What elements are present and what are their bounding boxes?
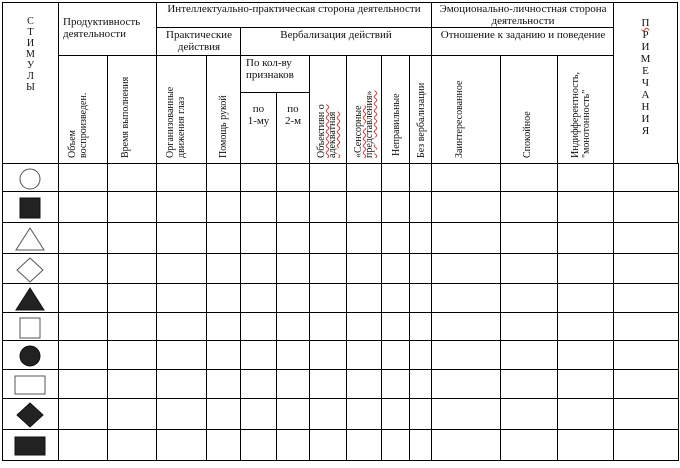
col-header-interested [431, 55, 501, 164]
table-cell[interactable] [557, 283, 614, 313]
practical-title: Практические действия [166, 29, 232, 53]
table-cell[interactable] [240, 222, 277, 254]
square-filled-icon [13, 195, 47, 221]
verbalization-title: Вербализация действий [280, 29, 392, 41]
table-cell[interactable] [309, 312, 347, 341]
col-header-eye-movement [156, 55, 207, 164]
stimulus-cell [2, 369, 59, 399]
table-cell[interactable] [240, 312, 277, 341]
table-cell[interactable] [309, 340, 347, 370]
table-cell[interactable] [156, 253, 207, 284]
attitude-title: Отношение к заданию и поведение [440, 29, 606, 41]
intellectual-title: Интеллектуально-практическая сторона деятельности [167, 3, 421, 15]
notes-cell[interactable] [613, 191, 679, 223]
col-label-volume: Объем воспроизведен. [67, 92, 89, 158]
table-cell[interactable] [431, 283, 501, 313]
table-cell[interactable] [107, 222, 157, 254]
table-cell[interactable] [431, 191, 501, 223]
table-cell[interactable] [309, 222, 347, 254]
table-cell[interactable] [431, 163, 501, 192]
col-header-one-feature [240, 92, 277, 164]
table-cell[interactable] [409, 312, 432, 341]
notes-cell[interactable] [613, 340, 679, 370]
col-header-volume [58, 55, 108, 164]
table-cell[interactable] [409, 369, 432, 399]
table-cell[interactable] [240, 253, 277, 284]
table-cell[interactable] [206, 429, 241, 461]
col-label-no-verbal: Без вербализации [416, 82, 427, 158]
practical-header-cell [156, 27, 241, 56]
table-cell[interactable] [156, 283, 207, 313]
table-cell[interactable] [276, 369, 310, 399]
table-cell[interactable] [276, 312, 310, 341]
table-cell[interactable] [557, 191, 614, 223]
intellectual-header-cell [156, 2, 432, 28]
stimulus-cell [2, 191, 59, 223]
table-cell[interactable] [206, 283, 241, 313]
circle-filled-icon [13, 343, 47, 369]
table-cell[interactable] [557, 369, 614, 399]
table-cell[interactable] [409, 222, 432, 254]
table-cell[interactable] [557, 429, 614, 461]
table-cell[interactable] [500, 340, 558, 370]
table-cell[interactable] [58, 369, 108, 399]
table-cell[interactable] [500, 253, 558, 284]
table-cell[interactable] [381, 191, 410, 223]
rectangle-outline-icon [13, 372, 47, 398]
table-cell[interactable] [381, 253, 410, 284]
table-cell[interactable] [500, 283, 558, 313]
table-cell[interactable] [381, 429, 410, 461]
table-cell[interactable] [557, 340, 614, 370]
table-cell[interactable] [156, 340, 207, 370]
table-cell[interactable] [240, 191, 277, 223]
table-cell[interactable] [557, 253, 614, 284]
table-cell[interactable] [206, 369, 241, 399]
diamond-filled-icon [13, 402, 47, 428]
stimulus-cell [2, 283, 59, 313]
table-cell[interactable] [346, 340, 382, 370]
col-header-incorrect [381, 55, 410, 164]
table-cell[interactable] [107, 283, 157, 313]
stimulus-cell [2, 312, 59, 341]
notes-cell[interactable] [613, 283, 679, 313]
table-cell[interactable] [206, 398, 241, 430]
table-cell[interactable] [431, 222, 501, 254]
table-cell[interactable] [409, 429, 432, 461]
table-cell[interactable] [58, 253, 108, 284]
emotional-title: Эмоционально-личностная сторона деятельности [439, 3, 607, 27]
table-cell[interactable] [431, 253, 501, 284]
table-cell[interactable] [557, 222, 614, 254]
emotional-header-cell [431, 2, 614, 28]
table-cell[interactable] [156, 429, 207, 461]
table-cell[interactable] [500, 429, 558, 461]
table-cell[interactable] [206, 163, 241, 192]
notes-header-text: Р И М Е Ч А Н И Я [640, 29, 651, 137]
triangle-outline-icon [13, 226, 47, 252]
stimulus-cell [2, 398, 59, 430]
table-cell[interactable] [409, 340, 432, 370]
table-cell[interactable] [58, 222, 108, 254]
table-cell[interactable] [276, 253, 310, 284]
notes-cell[interactable] [613, 369, 679, 399]
notes-cell[interactable] [613, 163, 679, 192]
stimulus-cell [2, 429, 59, 461]
table-cell[interactable] [431, 340, 501, 370]
stimulus-cell [2, 340, 59, 370]
table-cell[interactable] [107, 398, 157, 430]
table-cell[interactable] [58, 191, 108, 223]
col-label-eye-movement: Организованные движения глаз [165, 86, 187, 158]
table-cell[interactable] [240, 429, 277, 461]
table-cell[interactable] [500, 398, 558, 430]
triangle-filled-icon [13, 286, 47, 312]
table-cell[interactable] [381, 163, 410, 192]
table-cell[interactable] [309, 369, 347, 399]
table-cell[interactable] [276, 163, 310, 192]
table-cell[interactable] [557, 398, 614, 430]
table-cell[interactable] [240, 398, 277, 430]
col-label-hand-help: Помощь рукой [218, 95, 229, 158]
table-cell[interactable] [309, 253, 347, 284]
table-cell[interactable] [206, 253, 241, 284]
col-header-hand-help [206, 55, 241, 164]
table-cell[interactable] [557, 312, 614, 341]
table-cell[interactable] [156, 163, 207, 192]
col-header-indifference [557, 55, 614, 164]
table-cell[interactable] [500, 222, 558, 254]
table-cell[interactable] [500, 312, 558, 341]
table-cell[interactable] [156, 398, 207, 430]
table-cell[interactable] [346, 283, 382, 313]
col-header-no-verbal [409, 55, 432, 164]
stimuli-header-text: С Т И М У Л Ы [26, 16, 35, 93]
stimulus-cell [2, 253, 59, 284]
table-cell[interactable] [431, 398, 501, 430]
table-cell[interactable] [346, 312, 382, 341]
stimuli-header-cell [2, 2, 59, 164]
table-cell[interactable] [240, 283, 277, 313]
notes-cell[interactable] [613, 312, 679, 341]
table-cell[interactable] [206, 312, 241, 341]
table-cell[interactable] [346, 429, 382, 461]
table-cell[interactable] [500, 191, 558, 223]
table-cell[interactable] [107, 253, 157, 284]
table-cell[interactable] [156, 222, 207, 254]
table-cell[interactable] [346, 369, 382, 399]
table-cell[interactable] [107, 191, 157, 223]
by-features-header-cell [240, 55, 310, 93]
attitude-header-cell [431, 27, 614, 56]
table-cell[interactable] [409, 398, 432, 430]
table-cell[interactable] [58, 283, 108, 313]
table-cell[interactable] [107, 340, 157, 370]
col-header-adequate [309, 55, 347, 164]
table-cell[interactable] [58, 429, 108, 461]
col-label-one-feature: по 1-му [247, 103, 270, 127]
table-cell[interactable] [409, 191, 432, 223]
col-header-sensory [346, 55, 382, 164]
col-label-adequate: Объективн о адекватная [316, 104, 338, 158]
table-cell[interactable] [409, 283, 432, 313]
col-label-time: Время выполнения [120, 76, 131, 158]
table-cell[interactable] [431, 429, 501, 461]
table-cell[interactable] [500, 369, 558, 399]
table-cell[interactable] [309, 191, 347, 223]
table-cell[interactable] [431, 369, 501, 399]
by-features-title: По кол-ву признаков [246, 57, 294, 81]
table-cell[interactable] [58, 340, 108, 370]
table-cell[interactable] [58, 398, 108, 430]
table-cell[interactable] [346, 163, 382, 192]
table-cell[interactable] [409, 253, 432, 284]
productivity-header-cell [58, 2, 157, 56]
table-cell[interactable] [107, 369, 157, 399]
table-cell[interactable] [276, 191, 310, 223]
table-cell[interactable] [381, 369, 410, 399]
notes-cell[interactable] [613, 222, 679, 254]
notes-cell[interactable] [613, 429, 679, 461]
table-cell[interactable] [309, 398, 347, 430]
notes-header-cell [613, 2, 678, 164]
table-cell[interactable] [276, 429, 310, 461]
diamond-outline-icon [13, 257, 47, 283]
table-cell[interactable] [276, 222, 310, 254]
col-label-two-features: по 2-м [284, 103, 302, 127]
table-cell[interactable] [240, 369, 277, 399]
table-cell[interactable] [206, 222, 241, 254]
table-cell[interactable] [107, 312, 157, 341]
table-cell[interactable] [431, 312, 501, 341]
table-cell[interactable] [107, 429, 157, 461]
table-cell[interactable] [309, 283, 347, 313]
notes-header-letter-p: П [641, 17, 650, 29]
square-outline-icon [13, 315, 47, 341]
table-cell[interactable] [107, 163, 157, 192]
table-cell[interactable] [309, 163, 347, 192]
table-cell[interactable] [240, 163, 277, 192]
table-cell[interactable] [346, 191, 382, 223]
col-label-indifference: Индифферентность, "монотонность" [570, 72, 592, 158]
table-cell[interactable] [276, 398, 310, 430]
col-label-interested: Заинтересованное [454, 80, 465, 158]
table-cell[interactable] [309, 429, 347, 461]
verbalization-header-cell [240, 27, 432, 56]
col-header-time [107, 55, 157, 164]
table-cell[interactable] [500, 163, 558, 192]
table-cell[interactable] [206, 340, 241, 370]
table-cell[interactable] [381, 222, 410, 254]
rectangle-filled-icon [13, 433, 47, 459]
table-cell[interactable] [156, 312, 207, 341]
table-cell[interactable] [276, 340, 310, 370]
col-label-incorrect: Неправильные [391, 93, 402, 156]
table-cell[interactable] [156, 191, 207, 223]
notes-cell[interactable] [613, 398, 679, 430]
table-cell[interactable] [276, 283, 310, 313]
table-cell[interactable] [381, 283, 410, 313]
col-label-calm: Спокойное [522, 111, 533, 158]
col-header-two-features [276, 92, 310, 164]
table-cell[interactable] [381, 312, 410, 341]
table-cell[interactable] [557, 163, 614, 192]
table-cell[interactable] [381, 340, 410, 370]
table-cell[interactable] [381, 398, 410, 430]
table-cell[interactable] [206, 191, 241, 223]
table-cell[interactable] [58, 312, 108, 341]
notes-cell[interactable] [613, 253, 679, 284]
table-cell[interactable] [156, 369, 207, 399]
stimulus-cell [2, 222, 59, 254]
table-cell[interactable] [409, 163, 432, 192]
table-cell[interactable] [346, 222, 382, 254]
circle-outline-icon [13, 166, 47, 192]
table-cell[interactable] [346, 398, 382, 430]
col-label-sensory: «Сенсорные представления» [353, 90, 375, 158]
productivity-title: Продуктивность деятельности [63, 16, 141, 40]
table-cell[interactable] [240, 340, 277, 370]
stimulus-cell [2, 163, 59, 192]
table-cell[interactable] [58, 163, 108, 192]
table-cell[interactable] [346, 253, 382, 284]
col-header-calm [500, 55, 558, 164]
